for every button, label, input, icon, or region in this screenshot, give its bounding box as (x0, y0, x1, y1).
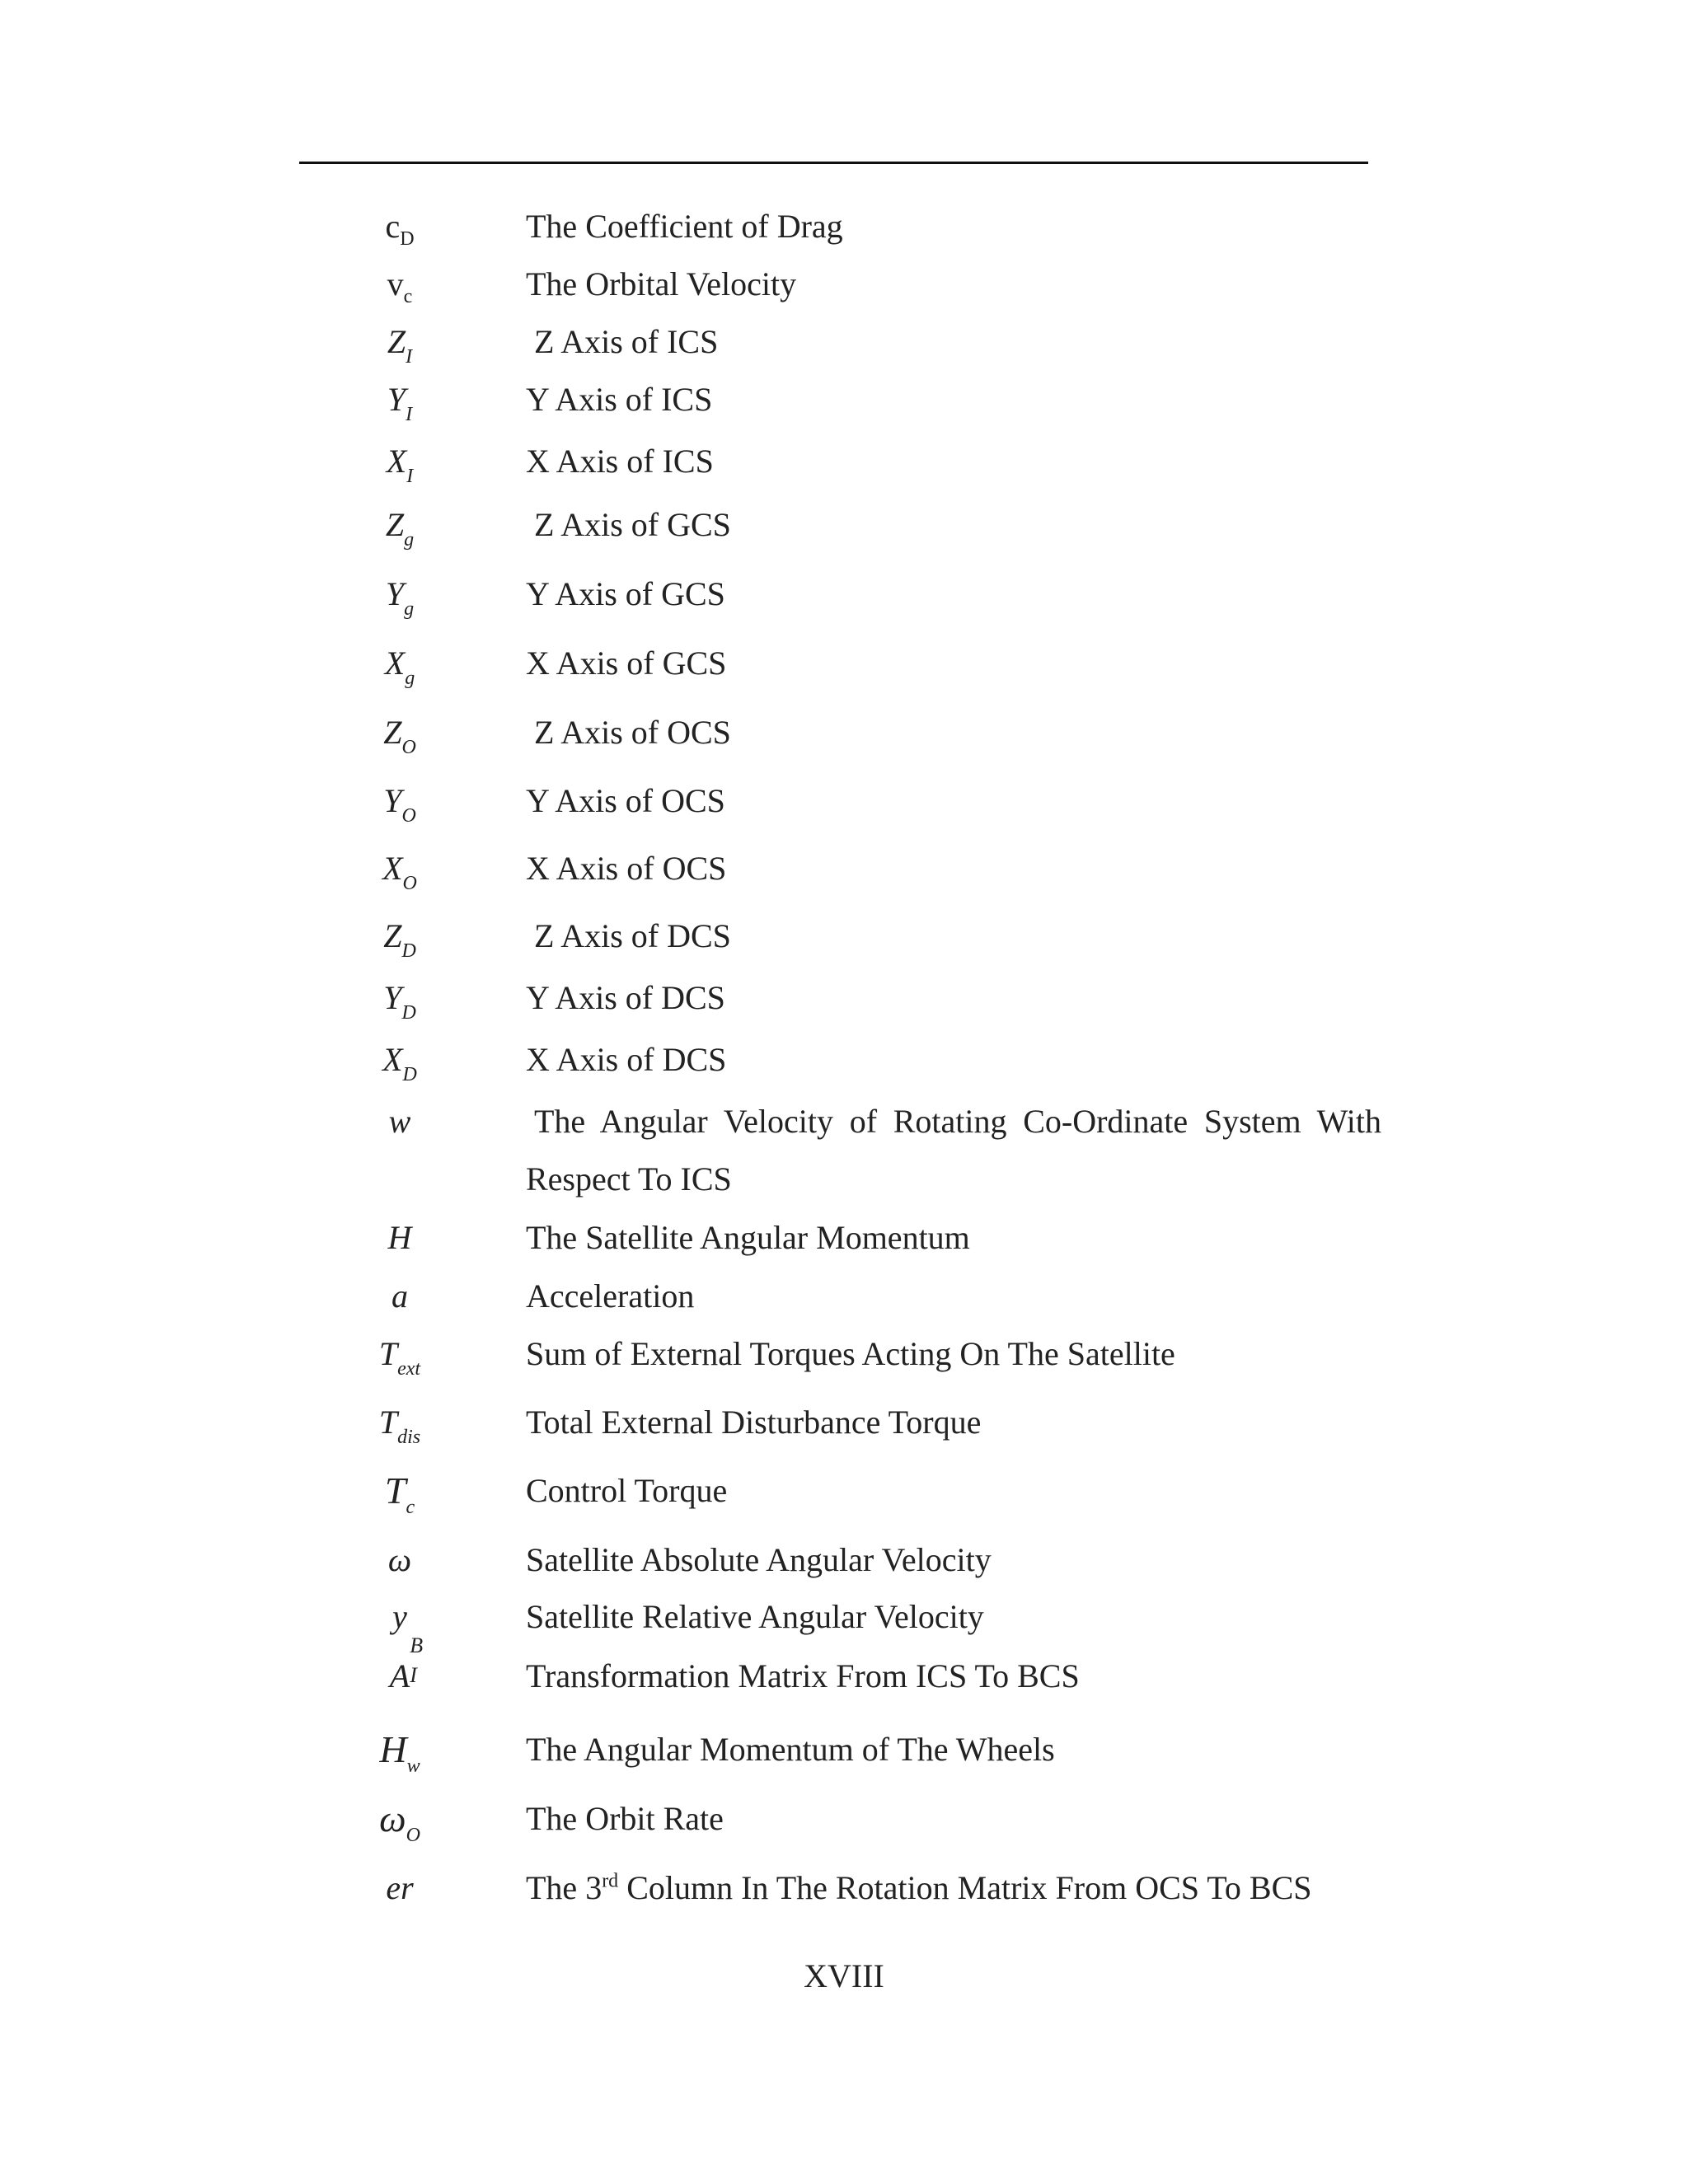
symbol-row (0, 836, 1688, 902)
symbol-row (0, 1027, 1688, 1093)
symbol: $Z_D$ (383, 917, 416, 962)
symbol-description: Y Axis of OCS (526, 782, 725, 819)
symbol: H (387, 1219, 412, 1256)
symbol-description: The Orbit Rate (526, 1800, 724, 1837)
symbol-row (0, 1855, 1688, 1921)
symbol-row (0, 429, 1688, 494)
symbol-row (0, 1786, 1688, 1852)
symbol: $Z_O$ (383, 714, 416, 758)
symbol: $T_{dis}$ (378, 1404, 421, 1448)
symbol-row (0, 1321, 1688, 1387)
symbol: $T_c$ (384, 1469, 415, 1518)
symbol-row (0, 1205, 1688, 1271)
symbol-row (0, 194, 1688, 260)
symbol-row (0, 630, 1688, 696)
symbol-description: Satellite Relative Angular Velocity (526, 1598, 984, 1635)
symbol: er (386, 1869, 414, 1906)
symbol: $\omega_O$ (379, 1797, 420, 1846)
symbol-row (0, 492, 1688, 558)
symbol-description: Transformation Matrix From ICS To BCS (526, 1657, 1080, 1694)
symbol-description: The Angular Momentum of The Wheels (526, 1731, 1055, 1768)
symbol-description: The Angular Velocity of Rotating Co-Ordinate System With (534, 1103, 1381, 1140)
symbol-row-continuation (0, 1146, 1688, 1212)
symbol-description: X Axis of ICS (526, 443, 714, 480)
symbol: w (388, 1103, 411, 1140)
symbol: $Y_D$ (383, 979, 416, 1024)
symbol-description: Z Axis of OCS (534, 714, 731, 751)
symbol: $X_I$ (386, 443, 414, 487)
symbol-row (0, 700, 1688, 766)
symbol-description: The 3rd Column In The Rotation Matrix From OCS To BCS (526, 1869, 1312, 1906)
symbol-description: Acceleration (526, 1277, 695, 1315)
symbol: a (392, 1277, 408, 1315)
symbol-row (0, 367, 1688, 433)
symbol-description: Control Torque (526, 1472, 728, 1509)
symbol-row (0, 309, 1688, 375)
symbol: $X_D$ (382, 1041, 417, 1085)
symbol: $X_O$ (382, 850, 417, 894)
symbol-row (0, 1458, 1688, 1524)
symbol-row (0, 1584, 1688, 1650)
symbol: A B I (389, 1633, 424, 1694)
symbol-row (0, 1089, 1688, 1155)
symbol-description: Total External Disturbance Torque (526, 1404, 982, 1441)
symbol: $T_{ext}$ (378, 1335, 421, 1380)
symbol-description: X Axis of GCS (526, 644, 727, 682)
symbol-description: Z Axis of DCS (534, 917, 731, 954)
symbol-description: Z Axis of GCS (534, 506, 731, 543)
symbol-description: The Satellite Angular Momentum (526, 1219, 970, 1256)
symbol-description: Y Axis of DCS (526, 979, 725, 1016)
symbol-row (0, 903, 1688, 969)
page-number: XVIII (804, 1957, 884, 1994)
symbol-description-continuation: Respect To ICS (526, 1160, 732, 1197)
symbol: $H_w$ (379, 1728, 420, 1777)
symbol: ω (387, 1541, 412, 1578)
symbol-row (0, 768, 1688, 834)
symbol-row (0, 251, 1688, 317)
symbol-row (0, 1717, 1688, 1783)
symbol: $v_c$ (387, 265, 413, 307)
symbol: $Y_g$ (385, 575, 415, 620)
symbol: $c_D$ (385, 208, 415, 250)
symbol-row (0, 1527, 1688, 1593)
symbol-description: Y Axis of GCS (526, 575, 725, 612)
top-rule (299, 162, 1368, 164)
symbol-description: Y Axis of ICS (526, 381, 713, 418)
symbol: y (392, 1598, 407, 1635)
symbol-description: The Coefficient of Drag (526, 208, 843, 245)
symbol-row (0, 1263, 1688, 1329)
symbol-row (0, 1633, 1688, 1709)
symbol-description: Sum of External Torques Acting On The Satellite (526, 1335, 1175, 1372)
symbol-description: The Orbital Velocity (526, 265, 797, 302)
symbol-description: Z Axis of ICS (534, 323, 719, 360)
symbol-row (0, 965, 1688, 1031)
symbol-description: X Axis of DCS (526, 1041, 727, 1078)
symbol: $X_g$ (384, 644, 415, 689)
symbol: $Z_g$ (385, 506, 415, 551)
symbol-description: Satellite Absolute Angular Velocity (526, 1541, 992, 1578)
symbol-row (0, 1390, 1688, 1455)
symbol: $Y_I$ (387, 381, 413, 425)
symbol: $Y_O$ (383, 782, 416, 827)
symbol-description: X Axis of OCS (526, 850, 727, 887)
symbol-row (0, 561, 1688, 627)
symbol: $Z_I$ (387, 323, 413, 368)
